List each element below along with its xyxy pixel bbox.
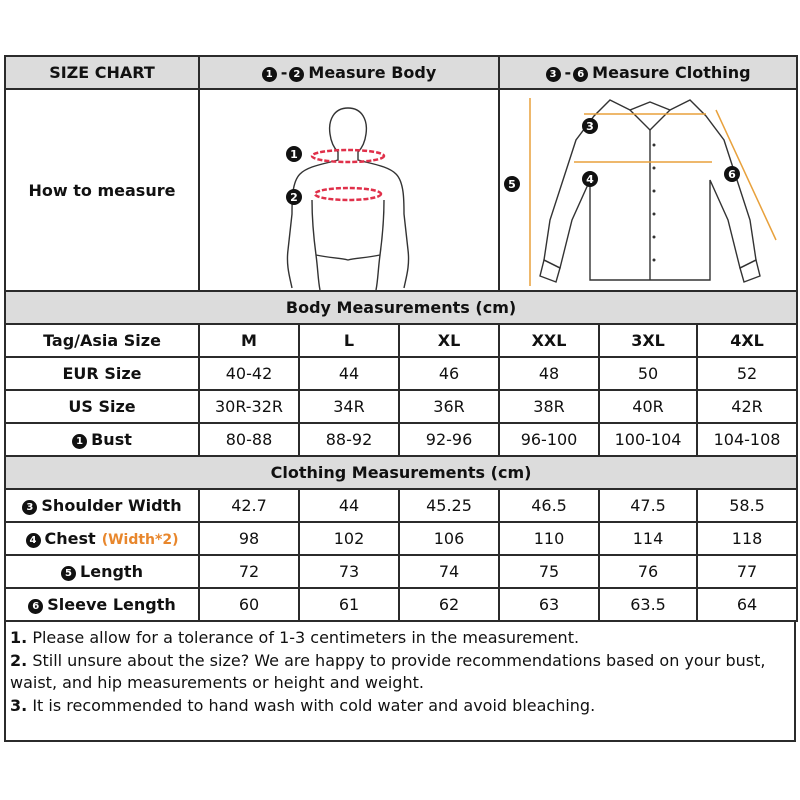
badge-icon: 1 [262, 67, 277, 82]
size-header: L [299, 324, 399, 357]
badge-icon: 3 [586, 120, 594, 133]
table-cell: 102 [299, 522, 399, 555]
table-row [5, 522, 797, 555]
note-item: 2. Still unsure about the size? We are happy to provide recommendations based on your bust, waist, and hip measurements or height and weight. [10, 650, 766, 692]
size-header: 3XL [599, 324, 697, 357]
size-header: XL [399, 324, 499, 357]
table-cell: 46 [399, 357, 499, 390]
badge-icon: 3 [546, 67, 561, 82]
table-cell: 30R-32R [199, 390, 299, 423]
table-cell: 96-100 [499, 423, 599, 456]
shirt-diagram-cell [499, 89, 797, 291]
table-cell: 36R [399, 390, 499, 423]
table-cell: 80-88 [199, 423, 299, 456]
how-to-measure-label: How to measure [5, 89, 199, 291]
table-cell: 58.5 [697, 489, 797, 522]
table-cell: 52 [697, 357, 797, 390]
table-cell: 75 [499, 555, 599, 588]
table-cell: 62 [399, 588, 499, 621]
badge-icon: 2 [290, 191, 298, 204]
size-chart-table [4, 55, 798, 622]
size-header: M [199, 324, 299, 357]
badge-icon: 2 [289, 67, 304, 82]
size-header: 4XL [697, 324, 797, 357]
row-label: 5 Length [5, 555, 199, 588]
body-diagram-cell [199, 89, 499, 291]
table-row [5, 555, 797, 588]
table-row [5, 357, 797, 390]
badge-icon: 1 [72, 434, 87, 449]
badge-icon: 1 [290, 148, 298, 161]
table-cell: 77 [697, 555, 797, 588]
table-cell: 64 [697, 588, 797, 621]
table-cell: 44 [299, 489, 399, 522]
badge-icon: 3 [22, 500, 37, 515]
table-cell: 98 [199, 522, 299, 555]
table-cell: 40-42 [199, 357, 299, 390]
note-item: 1. Please allow for a tolerance of 1-3 centimeters in the measurement. [10, 628, 580, 647]
table-cell: 60 [199, 588, 299, 621]
notes-box [4, 621, 796, 742]
table-row [5, 423, 797, 456]
table-cell: 45.25 [399, 489, 499, 522]
badge-icon: 6 [573, 67, 588, 82]
note-item: 3. It is recommended to hand wash with cold water and avoid bleaching. [10, 695, 596, 715]
badge-icon: 5 [61, 566, 76, 581]
measure-body-heading: 1 - 2 Measure Body [199, 56, 499, 89]
row-label: 3 Shoulder Width [5, 489, 199, 522]
tag-asia-size-label: Tag/Asia Size [5, 324, 199, 357]
table-cell: 48 [499, 357, 599, 390]
clothing-measurements-heading: Clothing Measurements (cm) [5, 456, 797, 489]
table-cell: 74 [399, 555, 499, 588]
table-cell: 104-108 [697, 423, 797, 456]
table-cell: 61 [299, 588, 399, 621]
table-cell: 73 [299, 555, 399, 588]
table-row [5, 489, 797, 522]
table-cell: 92-96 [399, 423, 499, 456]
shirt-diagram [500, 90, 797, 290]
table-cell: 46.5 [499, 489, 599, 522]
table-cell: 100-104 [599, 423, 697, 456]
table-cell: 47.5 [599, 489, 697, 522]
row-label: 6 Sleeve Length [5, 588, 199, 621]
size-header: XXL [499, 324, 599, 357]
table-cell: 63.5 [599, 588, 697, 621]
table-cell: 42.7 [199, 489, 299, 522]
table-cell: 106 [399, 522, 499, 555]
table-cell: 40R [599, 390, 697, 423]
badge-icon: 4 [26, 533, 41, 548]
table-cell: 34R [299, 390, 399, 423]
size-chart-sheet [4, 55, 796, 744]
table-cell: 88-92 [299, 423, 399, 456]
badge-icon: 5 [508, 178, 516, 191]
badge-icon: 6 [28, 599, 43, 614]
table-cell: 44 [299, 357, 399, 390]
table-cell: 72 [199, 555, 299, 588]
chest-width-note: (Width*2) [101, 532, 179, 548]
table-cell: 50 [599, 357, 697, 390]
row-label: EUR Size [5, 357, 199, 390]
table-cell: 110 [499, 522, 599, 555]
body-measurements-heading: Body Measurements (cm) [5, 291, 797, 324]
table-cell: 76 [599, 555, 697, 588]
badge-icon: 6 [728, 168, 736, 181]
table-row [5, 390, 797, 423]
measure-clothing-heading: 3 - 6 Measure Clothing [499, 56, 797, 89]
table-cell: 38R [499, 390, 599, 423]
body-diagram [200, 90, 496, 290]
badge-icon: 4 [586, 173, 594, 186]
table-cell: 42R [697, 390, 797, 423]
size-chart-title: SIZE CHART [5, 56, 199, 89]
table-cell: 118 [697, 522, 797, 555]
row-label: 1 Bust [5, 423, 199, 456]
table-cell: 114 [599, 522, 697, 555]
row-label: 4 Chest (Width*2) [5, 522, 199, 555]
row-label: US Size [5, 390, 199, 423]
table-row [5, 588, 797, 621]
table-cell: 63 [499, 588, 599, 621]
